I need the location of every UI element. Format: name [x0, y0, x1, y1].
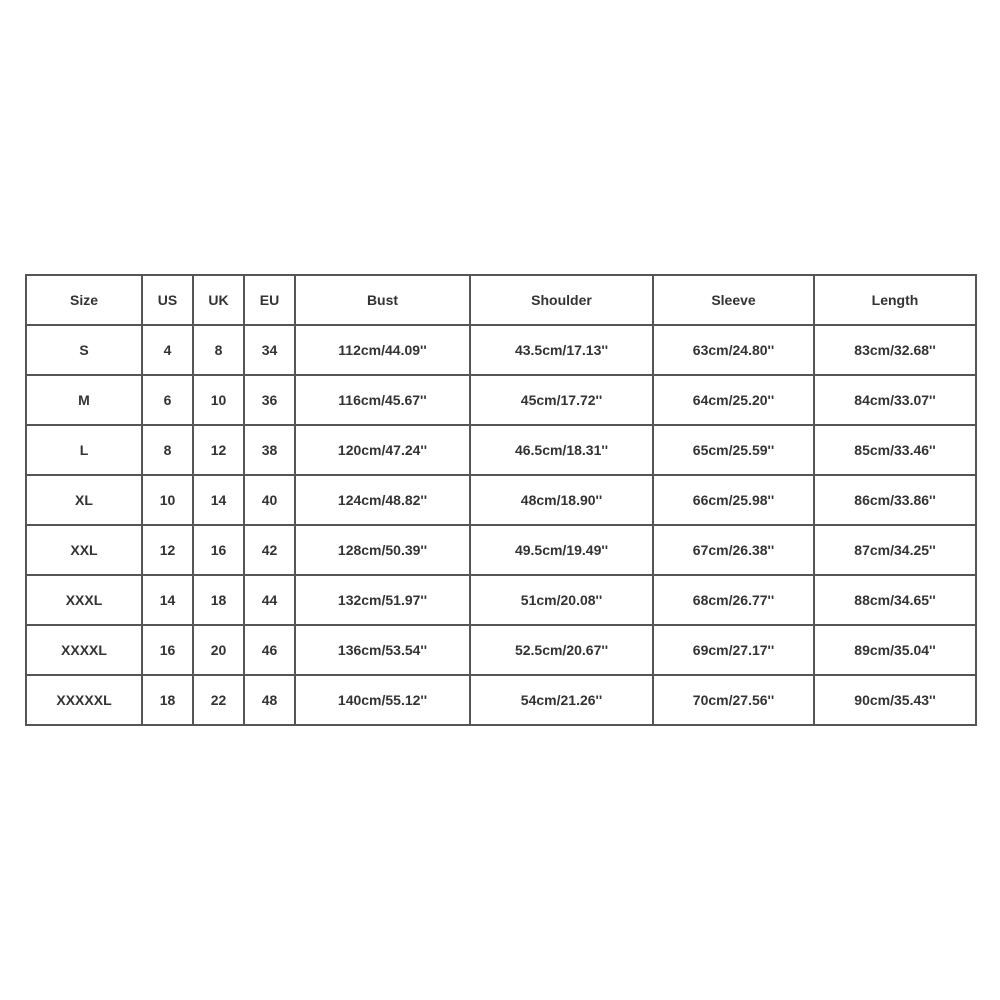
cell-sleeve: 64cm/25.20'' [654, 376, 815, 426]
table-row [27, 426, 977, 476]
cell-sleeve: 63cm/24.80'' [654, 326, 815, 376]
cell-us: 12 [143, 526, 194, 576]
cell-us: 18 [143, 676, 194, 726]
cell-length: 90cm/35.43'' [815, 676, 977, 726]
table-row [27, 676, 977, 726]
cell-sleeve: 65cm/25.59'' [654, 426, 815, 476]
cell-length: 84cm/33.07'' [815, 376, 977, 426]
header-size: Size [27, 276, 143, 326]
cell-bust: 120cm/47.24'' [296, 426, 471, 476]
header-shoulder: Shoulder [471, 276, 654, 326]
cell-us: 10 [143, 476, 194, 526]
table-row [27, 376, 977, 426]
cell-bust: 124cm/48.82'' [296, 476, 471, 526]
cell-bust: 128cm/50.39'' [296, 526, 471, 576]
cell-size: XXL [27, 526, 143, 576]
cell-size: XL [27, 476, 143, 526]
cell-us: 14 [143, 576, 194, 626]
cell-uk: 8 [194, 326, 245, 376]
cell-shoulder: 52.5cm/20.67'' [471, 626, 654, 676]
cell-sleeve: 68cm/26.77'' [654, 576, 815, 626]
cell-uk: 16 [194, 526, 245, 576]
cell-eu: 48 [245, 676, 296, 726]
cell-shoulder: 43.5cm/17.13'' [471, 326, 654, 376]
cell-bust: 140cm/55.12'' [296, 676, 471, 726]
header-row [27, 276, 977, 326]
cell-uk: 14 [194, 476, 245, 526]
cell-sleeve: 66cm/25.98'' [654, 476, 815, 526]
cell-shoulder: 45cm/17.72'' [471, 376, 654, 426]
cell-bust: 112cm/44.09'' [296, 326, 471, 376]
header-bust: Bust [296, 276, 471, 326]
cell-size: L [27, 426, 143, 476]
cell-us: 4 [143, 326, 194, 376]
cell-sleeve: 67cm/26.38'' [654, 526, 815, 576]
cell-uk: 22 [194, 676, 245, 726]
cell-bust: 136cm/53.54'' [296, 626, 471, 676]
cell-uk: 20 [194, 626, 245, 676]
cell-uk: 12 [194, 426, 245, 476]
cell-shoulder: 49.5cm/19.49'' [471, 526, 654, 576]
cell-bust: 132cm/51.97'' [296, 576, 471, 626]
cell-eu: 42 [245, 526, 296, 576]
table-row [27, 326, 977, 376]
cell-us: 8 [143, 426, 194, 476]
cell-eu: 46 [245, 626, 296, 676]
cell-length: 87cm/34.25'' [815, 526, 977, 576]
cell-sleeve: 69cm/27.17'' [654, 626, 815, 676]
cell-size: M [27, 376, 143, 426]
cell-eu: 40 [245, 476, 296, 526]
cell-bust: 116cm/45.67'' [296, 376, 471, 426]
cell-size: S [27, 326, 143, 376]
header-us: US [143, 276, 194, 326]
cell-us: 16 [143, 626, 194, 676]
cell-size: XXXXL [27, 626, 143, 676]
cell-eu: 44 [245, 576, 296, 626]
header-sleeve: Sleeve [654, 276, 815, 326]
cell-length: 86cm/33.86'' [815, 476, 977, 526]
header-length: Length [815, 276, 977, 326]
cell-size: XXXXXL [27, 676, 143, 726]
cell-us: 6 [143, 376, 194, 426]
table-row [27, 526, 977, 576]
cell-length: 85cm/33.46'' [815, 426, 977, 476]
cell-eu: 38 [245, 426, 296, 476]
header-uk: UK [194, 276, 245, 326]
cell-eu: 34 [245, 326, 296, 376]
header-eu: EU [245, 276, 296, 326]
cell-shoulder: 48cm/18.90'' [471, 476, 654, 526]
cell-uk: 10 [194, 376, 245, 426]
cell-sleeve: 70cm/27.56'' [654, 676, 815, 726]
cell-shoulder: 54cm/21.26'' [471, 676, 654, 726]
cell-size: XXXL [27, 576, 143, 626]
table-row [27, 476, 977, 526]
size-chart-table [25, 274, 977, 726]
table-row [27, 576, 977, 626]
cell-shoulder: 51cm/20.08'' [471, 576, 654, 626]
table-row [27, 626, 977, 676]
cell-shoulder: 46.5cm/18.31'' [471, 426, 654, 476]
cell-length: 83cm/32.68'' [815, 326, 977, 376]
cell-eu: 36 [245, 376, 296, 426]
cell-uk: 18 [194, 576, 245, 626]
cell-length: 88cm/34.65'' [815, 576, 977, 626]
cell-length: 89cm/35.04'' [815, 626, 977, 676]
